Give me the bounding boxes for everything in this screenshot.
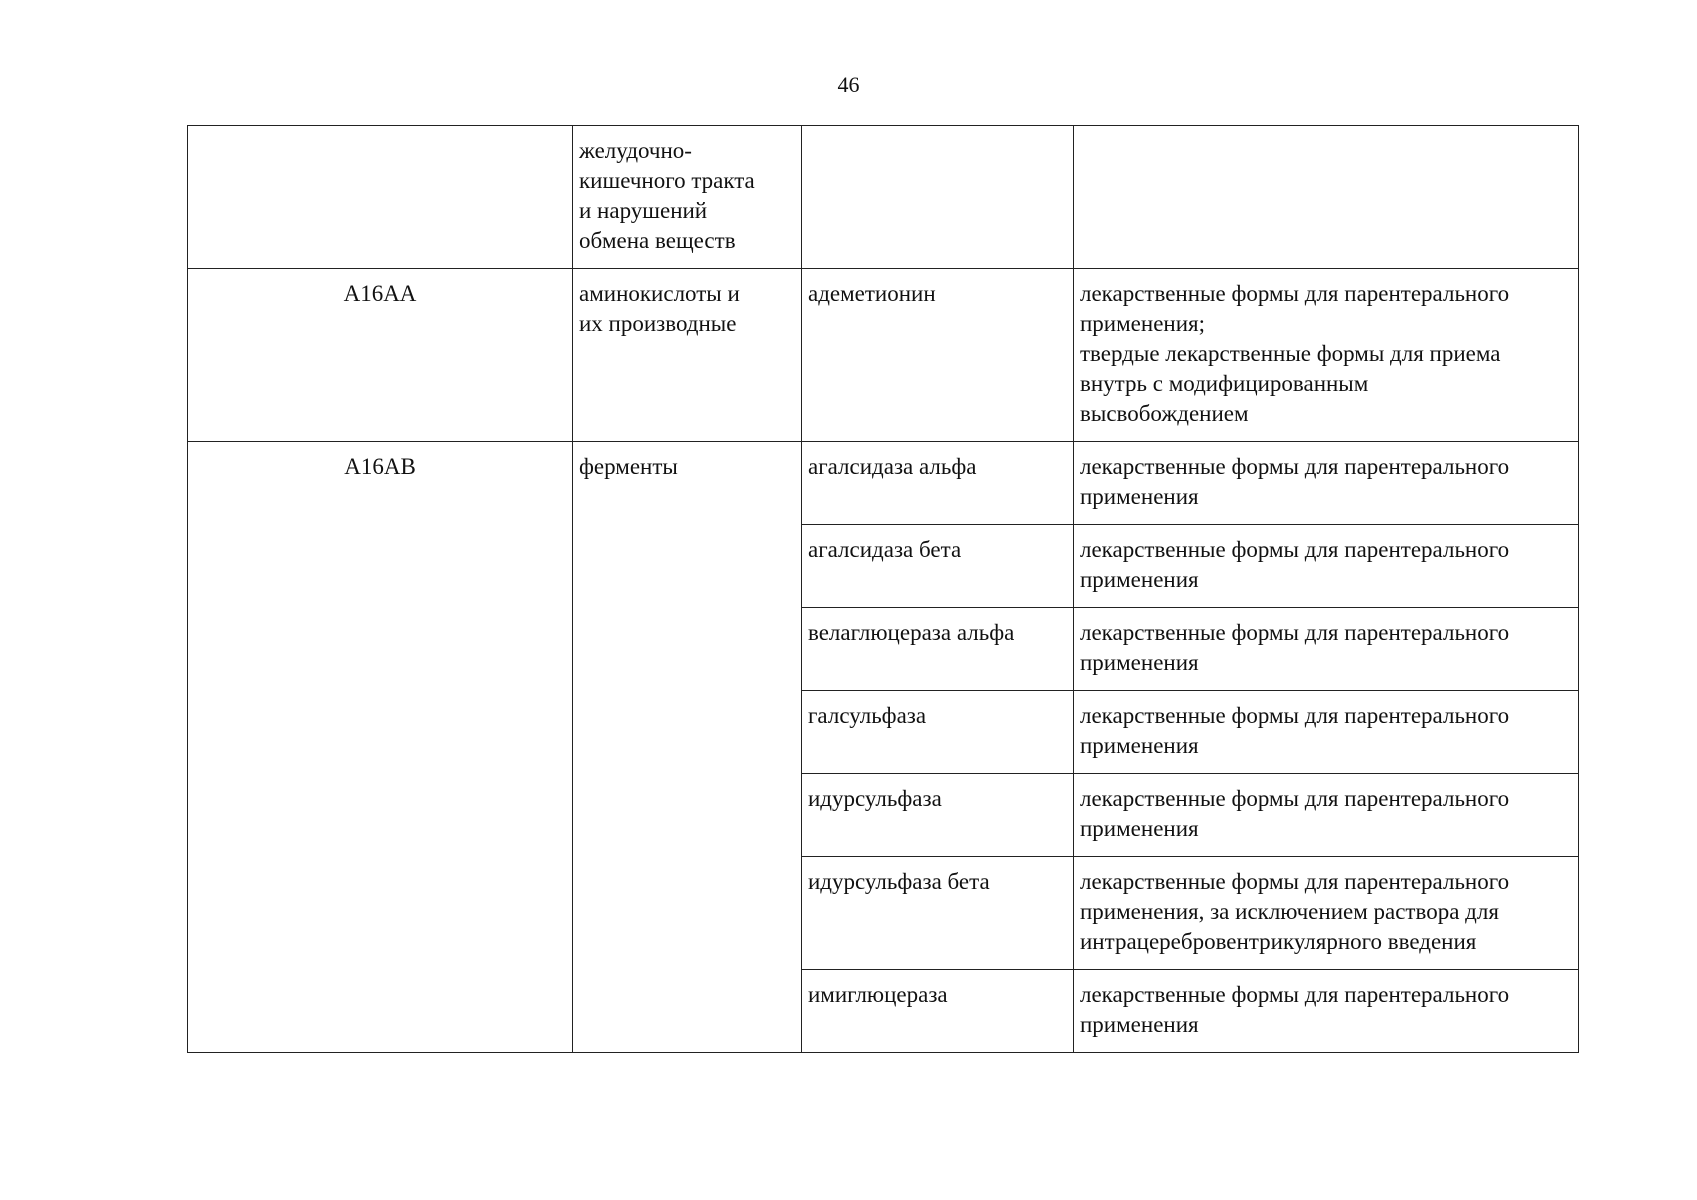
dosage-form-line: твердые лекарственные формы для приема	[1080, 341, 1501, 366]
dosage-form-line: применения	[1080, 816, 1199, 841]
dosage-form-line: применения	[1080, 733, 1199, 758]
group-text-line: желудочно-	[579, 138, 692, 163]
dosage-form-line: применения	[1080, 650, 1199, 675]
dosage-form-cell	[1074, 608, 1579, 691]
dosage-form-line: внутрь с модифицированным	[1080, 371, 1369, 396]
dosage-form-cell	[1074, 774, 1579, 857]
drug-name-cell: велаглюцераза альфа	[802, 608, 1074, 691]
dosage-form-cell	[1074, 126, 1579, 269]
drug-name-cell: идурсульфаза	[802, 774, 1074, 857]
atc-code-cell: A16AB	[188, 442, 573, 1053]
page-number: 46	[837, 72, 860, 97]
drug-name-cell	[802, 126, 1074, 269]
group-text-line: их производные	[579, 311, 737, 336]
group-text-line: и нарушений	[579, 198, 708, 223]
dosage-form-line: интрацеребровентрикулярного введения	[1080, 929, 1477, 954]
atc-code-cell	[188, 126, 573, 269]
dosage-form-cell	[1074, 525, 1579, 608]
group-text-line: кишечного тракта	[579, 168, 755, 193]
drug-name-cell: агалсидаза альфа	[802, 442, 1074, 525]
group-cell: ферменты	[573, 442, 802, 1053]
table-row	[188, 442, 1579, 525]
dosage-form-line: лекарственные формы для парентерального	[1080, 869, 1510, 894]
drug-name-cell: адеметионин	[802, 269, 1074, 442]
dosage-form-line: высвобождением	[1080, 401, 1249, 426]
dosage-form-cell	[1074, 269, 1579, 442]
dosage-form-cell	[1074, 970, 1579, 1053]
dosage-form-cell	[1074, 442, 1579, 525]
group-cell	[573, 269, 802, 442]
dosage-form-cell	[1074, 691, 1579, 774]
atc-code-cell: A16AA	[188, 269, 573, 442]
dosage-form-line: лекарственные формы для парентерального	[1080, 281, 1510, 306]
dosage-form-cell	[1074, 857, 1579, 970]
dosage-form-line: применения	[1080, 567, 1199, 592]
group-cell	[573, 126, 802, 269]
table-row	[188, 126, 1579, 269]
group-text-line: аминокислоты и	[579, 281, 740, 306]
dosage-form-line: применения	[1080, 1012, 1199, 1037]
dosage-form-line: лекарственные формы для парентерального	[1080, 537, 1510, 562]
dosage-form-line: применения	[1080, 484, 1199, 509]
drug-name-cell: идурсульфаза бета	[802, 857, 1074, 970]
drug-name-cell: галсульфаза	[802, 691, 1074, 774]
dosage-form-line: лекарственные формы для парентерального	[1080, 703, 1510, 728]
drug-table	[187, 125, 1579, 1053]
dosage-form-line: лекарственные формы для парентерального	[1080, 786, 1510, 811]
drug-name-cell: имиглюцераза	[802, 970, 1074, 1053]
drug-name-cell: агалсидаза бета	[802, 525, 1074, 608]
dosage-form-line: применения;	[1080, 311, 1205, 336]
group-text-line: обмена веществ	[579, 228, 736, 253]
table-row	[188, 269, 1579, 442]
dosage-form-line: лекарственные формы для парентерального	[1080, 620, 1510, 645]
dosage-form-line: лекарственные формы для парентерального	[1080, 454, 1510, 479]
dosage-form-line: применения, за исключением раствора для	[1080, 899, 1499, 924]
dosage-form-line: лекарственные формы для парентерального	[1080, 982, 1510, 1007]
